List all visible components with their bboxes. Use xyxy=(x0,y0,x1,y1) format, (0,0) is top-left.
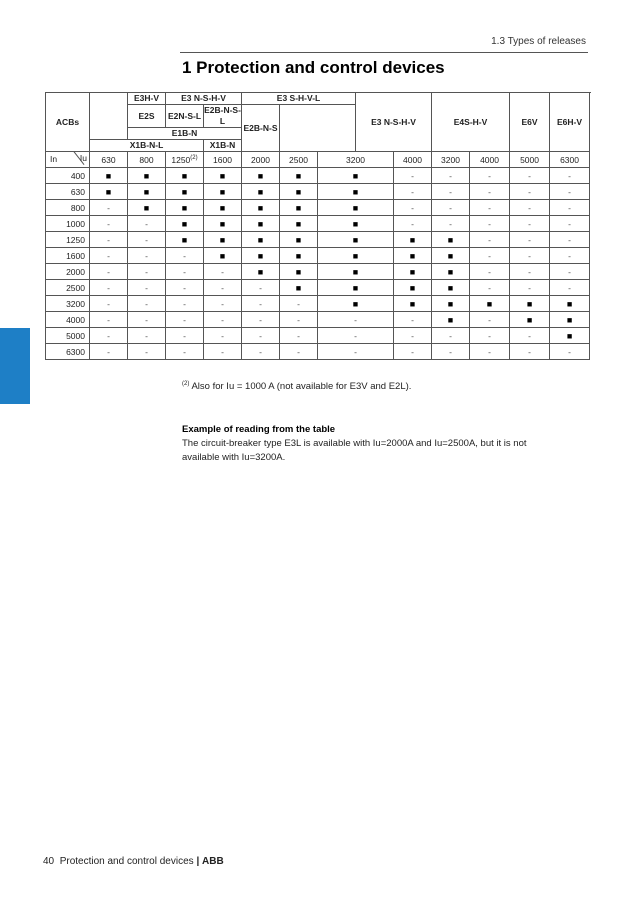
not-available-dash: - xyxy=(128,232,166,248)
not-available-dash: - xyxy=(280,344,318,360)
not-available-dash: - xyxy=(90,248,128,264)
not-available-dash: - xyxy=(166,344,204,360)
not-available-dash: - xyxy=(128,344,166,360)
in-iu-corner: In Iu xyxy=(46,152,90,168)
not-available-dash: - xyxy=(470,264,510,280)
not-available-dash: - xyxy=(470,168,510,184)
not-available-dash: - xyxy=(394,200,432,216)
available-mark: ■ xyxy=(204,184,242,200)
in-value: 2500 xyxy=(46,280,90,296)
page-footer xyxy=(43,856,224,867)
available-mark: ■ xyxy=(242,264,280,280)
not-available-dash: - xyxy=(90,344,128,360)
available-mark: ■ xyxy=(280,264,318,280)
table-row xyxy=(46,232,590,248)
available-mark: ■ xyxy=(432,264,470,280)
table-row xyxy=(46,200,590,216)
not-available-dash: - xyxy=(318,328,394,344)
frame-e2s: E2S xyxy=(128,105,166,128)
not-available-dash: - xyxy=(470,184,510,200)
not-available-dash: - xyxy=(204,296,242,312)
table-row xyxy=(46,280,590,296)
available-mark: ■ xyxy=(204,200,242,216)
available-mark: ■ xyxy=(550,312,590,328)
not-available-dash: - xyxy=(242,296,280,312)
available-mark: ■ xyxy=(128,184,166,200)
table-row xyxy=(46,312,590,328)
available-mark: ■ xyxy=(394,248,432,264)
not-available-dash: - xyxy=(550,344,590,360)
in-value: 630 xyxy=(46,184,90,200)
frame-e1bn: E1B-N xyxy=(128,128,242,140)
not-available-dash: - xyxy=(470,200,510,216)
available-mark: ■ xyxy=(166,184,204,200)
table-row xyxy=(46,344,590,360)
not-available-dash: - xyxy=(550,184,590,200)
not-available-dash: - xyxy=(510,232,550,248)
available-mark: ■ xyxy=(242,168,280,184)
iu-value: 6300 xyxy=(550,152,590,168)
available-mark: ■ xyxy=(318,216,394,232)
available-mark: ■ xyxy=(280,200,318,216)
available-mark: ■ xyxy=(550,328,590,344)
available-mark: ■ xyxy=(280,232,318,248)
available-mark: ■ xyxy=(242,200,280,216)
in-value: 1600 xyxy=(46,248,90,264)
acbs-label: ACBs xyxy=(46,93,90,152)
available-mark: ■ xyxy=(510,296,550,312)
not-available-dash: - xyxy=(394,312,432,328)
table-row xyxy=(46,184,590,200)
iu-value: 2500 xyxy=(280,152,318,168)
available-mark: ■ xyxy=(204,248,242,264)
available-mark: ■ xyxy=(242,216,280,232)
not-available-dash: - xyxy=(470,248,510,264)
available-mark: ■ xyxy=(204,168,242,184)
frame-x1bnl: X1B-N-L xyxy=(90,140,204,152)
available-mark: ■ xyxy=(318,280,394,296)
available-mark: ■ xyxy=(432,232,470,248)
available-mark: ■ xyxy=(204,216,242,232)
available-mark: ■ xyxy=(90,168,128,184)
not-available-dash: - xyxy=(432,168,470,184)
not-available-dash: - xyxy=(510,264,550,280)
iu-value: 3200 xyxy=(318,152,394,168)
available-mark: ■ xyxy=(432,280,470,296)
not-available-dash: - xyxy=(166,328,204,344)
available-mark: ■ xyxy=(318,200,394,216)
not-available-dash: - xyxy=(470,232,510,248)
footer-text: Protection and control devices xyxy=(59,856,194,867)
not-available-dash: - xyxy=(242,328,280,344)
footer-brand: ABB xyxy=(202,856,224,867)
not-available-dash: - xyxy=(242,344,280,360)
table-row xyxy=(46,216,590,232)
not-available-dash: - xyxy=(90,264,128,280)
acb-availability-table xyxy=(45,92,590,360)
not-available-dash: - xyxy=(394,168,432,184)
iu-value: 4000 xyxy=(394,152,432,168)
available-mark: ■ xyxy=(90,184,128,200)
frame-e3hv: E3H-V xyxy=(128,93,166,105)
available-mark: ■ xyxy=(166,216,204,232)
available-mark: ■ xyxy=(394,232,432,248)
table-row xyxy=(46,264,590,280)
not-available-dash: - xyxy=(550,216,590,232)
available-mark: ■ xyxy=(280,168,318,184)
available-mark: ■ xyxy=(394,296,432,312)
not-available-dash: - xyxy=(550,200,590,216)
not-available-dash: - xyxy=(204,312,242,328)
iu-value-1250: 1250$^{(2)}$ xyxy=(166,152,204,168)
not-available-dash: - xyxy=(550,232,590,248)
in-value: 5000 xyxy=(46,328,90,344)
available-mark: ■ xyxy=(280,248,318,264)
not-available-dash: - xyxy=(550,168,590,184)
not-available-dash: - xyxy=(432,328,470,344)
not-available-dash: - xyxy=(470,280,510,296)
not-available-dash: - xyxy=(128,328,166,344)
page-title: 1 Protection and control devices xyxy=(182,58,445,77)
not-available-dash: - xyxy=(90,328,128,344)
not-available-dash: - xyxy=(394,184,432,200)
not-available-dash: - xyxy=(394,328,432,344)
in-value: 2000 xyxy=(46,264,90,280)
not-available-dash: - xyxy=(510,328,550,344)
table-row xyxy=(46,168,590,184)
available-mark: ■ xyxy=(242,232,280,248)
frame-e6v: E6V xyxy=(510,93,550,152)
available-mark: ■ xyxy=(470,296,510,312)
not-available-dash: - xyxy=(550,248,590,264)
not-available-dash: - xyxy=(432,184,470,200)
not-available-dash: - xyxy=(128,248,166,264)
in-value: 400 xyxy=(46,168,90,184)
not-available-dash: - xyxy=(510,344,550,360)
frame-e2nsl: E2N-S-L xyxy=(166,105,204,128)
frame-e3shvl: E3 S-H-V-L xyxy=(242,93,356,105)
available-mark: ■ xyxy=(242,248,280,264)
not-available-dash: - xyxy=(90,296,128,312)
available-mark: ■ xyxy=(550,296,590,312)
not-available-dash: - xyxy=(394,216,432,232)
not-available-dash: - xyxy=(128,312,166,328)
example-body: The circuit-breaker type E3L is available with Iu=2000A and Iu=2500A, but it is not available with Iu=3200A. xyxy=(182,438,527,463)
available-mark: ■ xyxy=(318,232,394,248)
available-mark: ■ xyxy=(166,168,204,184)
not-available-dash: - xyxy=(510,216,550,232)
not-available-dash: - xyxy=(242,280,280,296)
not-available-dash: - xyxy=(128,264,166,280)
available-mark: ■ xyxy=(318,168,394,184)
not-available-dash: - xyxy=(432,200,470,216)
not-available-dash: - xyxy=(90,280,128,296)
page-number: 40 xyxy=(43,856,55,867)
iu-value: 2000 xyxy=(242,152,280,168)
available-mark: ■ xyxy=(432,248,470,264)
not-available-dash: - xyxy=(470,344,510,360)
not-available-dash: - xyxy=(90,216,128,232)
not-available-dash: - xyxy=(204,280,242,296)
in-value: 4000 xyxy=(46,312,90,328)
not-available-dash: - xyxy=(470,328,510,344)
not-available-dash: - xyxy=(204,344,242,360)
not-available-dash: - xyxy=(90,200,128,216)
available-mark: ■ xyxy=(280,216,318,232)
not-available-dash: - xyxy=(510,200,550,216)
side-tab xyxy=(0,328,30,404)
iu-value: 1600 xyxy=(204,152,242,168)
not-available-dash: - xyxy=(166,248,204,264)
not-available-dash: - xyxy=(510,280,550,296)
iu-value: 5000 xyxy=(510,152,550,168)
not-available-dash: - xyxy=(90,232,128,248)
not-available-dash: - xyxy=(242,312,280,328)
available-mark: ■ xyxy=(128,168,166,184)
available-mark: ■ xyxy=(318,296,394,312)
in-value: 1000 xyxy=(46,216,90,232)
not-available-dash: - xyxy=(432,344,470,360)
available-mark: ■ xyxy=(510,312,550,328)
in-value: 1250 xyxy=(46,232,90,248)
frame-e2bnsl: E2B-N-S-L xyxy=(204,105,241,126)
not-available-dash: - xyxy=(204,328,242,344)
not-available-dash: - xyxy=(128,216,166,232)
not-available-dash: - xyxy=(470,312,510,328)
available-mark: ■ xyxy=(394,264,432,280)
example-heading: Example of reading from the table xyxy=(182,424,336,435)
header-rule xyxy=(180,52,588,53)
table-row xyxy=(46,296,590,312)
available-mark: ■ xyxy=(318,248,394,264)
iu-value: 630 xyxy=(90,152,128,168)
not-available-dash: - xyxy=(394,344,432,360)
in-value: 3200 xyxy=(46,296,90,312)
iu-value: 3200 xyxy=(432,152,470,168)
not-available-dash: - xyxy=(510,168,550,184)
frame-e3nshv: E3 N-S-H-V xyxy=(166,93,242,105)
not-available-dash: - xyxy=(318,344,394,360)
not-available-dash: - xyxy=(550,264,590,280)
table-row xyxy=(46,248,590,264)
not-available-dash: - xyxy=(128,280,166,296)
not-available-dash: - xyxy=(166,264,204,280)
not-available-dash: - xyxy=(280,296,318,312)
footnote: $^{(2)}$ Also for Iu = 1000 A (not available for E3V and E2L). xyxy=(182,381,412,393)
available-mark: ■ xyxy=(318,264,394,280)
frame-e4shv: E4S-H-V xyxy=(432,93,510,152)
not-available-dash: - xyxy=(166,312,204,328)
in-value: 800 xyxy=(46,200,90,216)
not-available-dash: - xyxy=(510,184,550,200)
available-mark: ■ xyxy=(394,280,432,296)
in-value: 6300 xyxy=(46,344,90,360)
footer-sep: | xyxy=(196,856,200,867)
not-available-dash: - xyxy=(432,216,470,232)
table-row xyxy=(46,328,590,344)
not-available-dash: - xyxy=(204,264,242,280)
available-mark: ■ xyxy=(432,312,470,328)
available-mark: ■ xyxy=(280,184,318,200)
available-mark: ■ xyxy=(128,200,166,216)
not-available-dash: - xyxy=(166,280,204,296)
not-available-dash: - xyxy=(128,296,166,312)
frame-e3nshv-col: E3 N-S-H-V xyxy=(356,93,432,152)
not-available-dash: - xyxy=(280,312,318,328)
frame-e2bns: E2B-N-S xyxy=(242,105,280,152)
not-available-dash: - xyxy=(470,216,510,232)
frame-e6hv: E6H-V xyxy=(550,93,590,152)
iu-value: 4000 xyxy=(470,152,510,168)
not-available-dash: - xyxy=(510,248,550,264)
section-label: 1.3 Types of releases xyxy=(491,36,586,47)
available-mark: ■ xyxy=(204,232,242,248)
not-available-dash: - xyxy=(90,312,128,328)
not-available-dash: - xyxy=(280,328,318,344)
not-available-dash: - xyxy=(550,280,590,296)
available-mark: ■ xyxy=(166,232,204,248)
not-available-dash: - xyxy=(166,296,204,312)
not-available-dash: - xyxy=(318,312,394,328)
available-mark: ■ xyxy=(242,184,280,200)
available-mark: ■ xyxy=(280,280,318,296)
available-mark: ■ xyxy=(318,184,394,200)
frame-x1bn: X1B-N xyxy=(204,140,242,152)
iu-value: 800 xyxy=(128,152,166,168)
available-mark: ■ xyxy=(432,296,470,312)
available-mark: ■ xyxy=(166,200,204,216)
